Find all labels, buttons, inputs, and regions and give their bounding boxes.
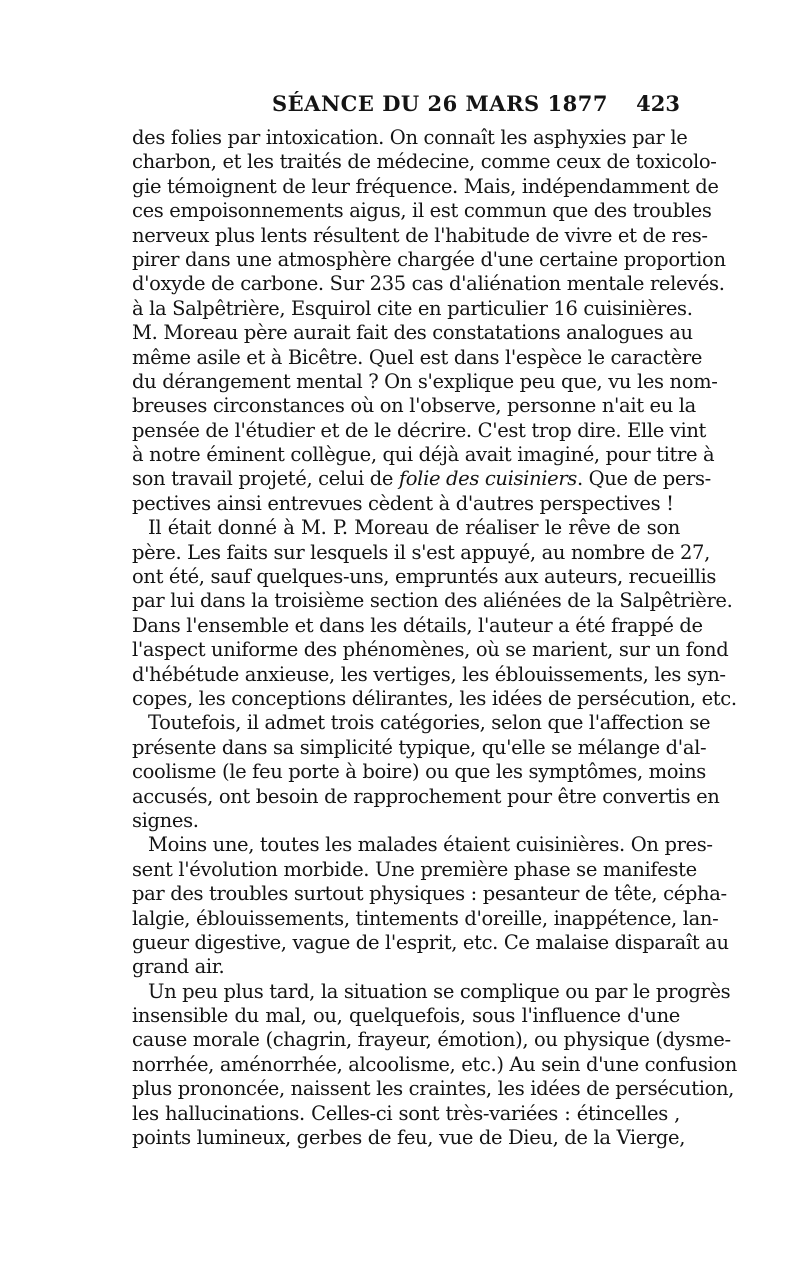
- paragraph-first-line: Toutefois, il admet trois catégories, selon que l'affection se: [148, 711, 711, 735]
- text-line: même asile et à Bicêtre. Quel est dans l'espèce le caractère: [132, 345, 703, 369]
- running-head: [132, 90, 680, 118]
- text-line: nerveux plus lents résultent de l'habitude de vivre et de res-: [132, 223, 708, 247]
- text-line: points lumineux, gerbes de feu, vue de Dieu, de la Vierge,: [132, 1126, 686, 1150]
- text-line: présente dans sa simplicité typique, qu'elle se mélange d'al-: [132, 735, 707, 759]
- body-text: [132, 126, 738, 1150]
- paragraph-first-line: Moins une, toutes les malades étaient cuisinières. On pres-: [148, 833, 713, 857]
- text-line: pectives ainsi entrevues cèdent à d'autres perspectives !: [132, 491, 674, 515]
- text-line: gueur digestive, vague de l'esprit, etc. Ce malaise disparaît au: [132, 930, 729, 954]
- text-line: cause morale (chagrin, frayeur, émotion), ou physique (dysme-: [132, 1028, 731, 1052]
- text-line: à notre éminent collègue, qui déjà avait imaginé, pour titre à: [132, 443, 715, 467]
- text-line: d'oxyde de carbone. Sur 235 cas d'aliénation mentale relevés.: [132, 272, 725, 296]
- running-title: SÉANCE DU 26 MARS 1877: [272, 91, 608, 116]
- text-line: l'aspect uniforme des phénomènes, où se marient, sur un fond: [132, 638, 729, 662]
- text-line: grand air.: [132, 955, 225, 979]
- text-line: plus prononcée, naissent les craintes, les idées de persécution,: [132, 1077, 735, 1101]
- text-line: pirer dans une atmosphère chargée d'une certaine proportion: [132, 247, 726, 271]
- text-line: père. Les faits sur lesquels il s'est appuyé, au nombre de 27,: [132, 540, 710, 564]
- text-line: M. Moreau père aurait fait des constatations analogues au: [132, 321, 693, 345]
- text-line: son travail projeté, celui de folie des cuisiniers. Que de pers-: [132, 467, 711, 491]
- text-line: Dans l'ensemble et dans les détails, l'auteur a été frappé de: [132, 613, 703, 637]
- text-line: pensée de l'étudier et de le décrire. C'est trop dire. Elle vint: [132, 418, 707, 442]
- text-line: sent l'évolution morbide. Une première phase se manifeste: [132, 857, 697, 881]
- italic-title: folie des cuisiniers: [398, 467, 577, 491]
- text-line: ces empoisonnements aigus, il est commun que des troubles: [132, 199, 712, 223]
- text-line: des folies par intoxication. On connaît les asphyxies par le: [132, 126, 688, 149]
- text-line: d'hébétude anxieuse, les vertiges, les éblouissements, les syn-: [132, 662, 726, 686]
- text-line: gie témoignent de leur fréquence. Mais, indépendamment de: [132, 174, 719, 198]
- text-line: coolisme (le feu porte à boire) ou que les symptômes, moins: [132, 760, 706, 784]
- text-line: ont été, sauf quelques-uns, empruntés aux auteurs, recueillis: [132, 565, 717, 589]
- text-line: breuses circonstances où on l'observe, personne n'ait eu la: [132, 394, 696, 418]
- text-line: insensible du mal, ou, quelquefois, sous l'influence d'une: [132, 1004, 680, 1028]
- text-line: par des troubles surtout physiques : pesanteur de tête, cépha-: [132, 882, 727, 906]
- text-line: norrhée, aménorrhée, alcoolisme, etc.) Au sein d'une confusion: [132, 1052, 738, 1076]
- text-line: les hallucinations. Celles-ci sont très-variées : étincelles ,: [132, 1101, 680, 1125]
- text-line: par lui dans la troisième section des aliénées de la Salpêtrière.: [132, 589, 733, 613]
- paragraph-first-line: Un peu plus tard, la situation se complique ou par le progrès: [148, 979, 731, 1003]
- paragraph-first-line: Il était donné à M. P. Moreau de réaliser le rêve de son: [148, 516, 680, 540]
- text-line: signes.: [132, 808, 199, 832]
- text-line: à la Salpêtrière, Esquirol cite en particulier 16 cuisinières.: [132, 296, 693, 320]
- text-line: lalgie, éblouissements, tintements d'oreille, inappétence, lan-: [132, 906, 719, 930]
- text-line: accusés, ont besoin de rapprochement pour être convertis en: [132, 784, 720, 808]
- text-line: du dérangement mental ? On s'explique peu que, vu les nom-: [132, 369, 718, 393]
- text-line: copes, les conceptions délirantes, les idées de persécution, etc.: [132, 686, 737, 710]
- page-number: 423: [636, 91, 680, 116]
- text-line: charbon, et les traités de médecine, comme ceux de toxicolo-: [132, 150, 717, 174]
